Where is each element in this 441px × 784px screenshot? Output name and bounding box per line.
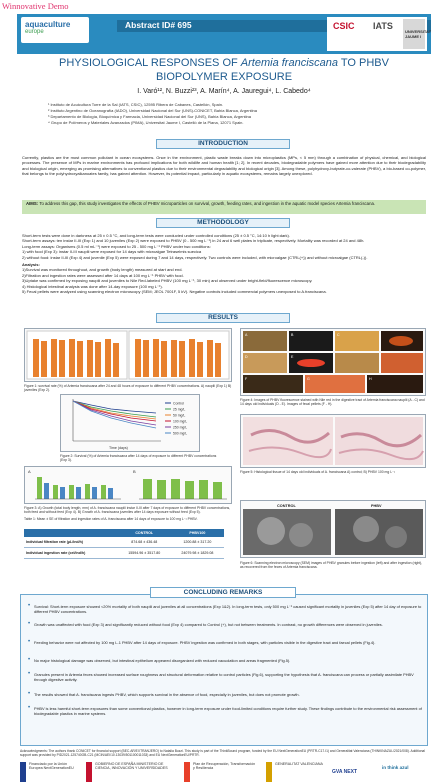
aims-label: AIMS: bbox=[26, 201, 39, 206]
method-line: 2) without food: instar II-III (Exp 4) and juvenile (Exp 5) were exposed during 7 and 14 days, respectively. Two controls were included, with microalgae (CTRL(+)) and without microalgae (CTRL(-)). bbox=[22, 254, 368, 260]
aims-text: To address this gap, this study investigates the effects of PHBV microparticles on survival, growth, feeding rates, and ingestion in the aquatic model species Artemia franciscana. bbox=[39, 201, 376, 206]
figure-2-caption: Figure 2: Survival (%) of Artemia franciscana after 14 days of exposure to different PHBV concentrations (Exp 3). bbox=[60, 454, 217, 463]
figure-1-chart bbox=[25, 329, 231, 381]
table-1-caption: Table 1: Mean ± SE of filtration and ingestion rates of A. franciscana after 14 days of exposure to 100 mg L⁻¹ PHBV. bbox=[24, 517, 198, 521]
recovery-plan-logo: Plan de Recuperación, Transformación y Resiliencia bbox=[184, 762, 256, 782]
method-line: Short-term assays: ten instar II-III (Exp 1) and 10 juveniles (Exp 2) were exposed to PHBV (0 - 500 mg L⁻¹) in 24 and 6 well plates in triplicate, respectively. Mortality was recorded at 24 and 48h. bbox=[22, 238, 365, 244]
panel-label: D bbox=[245, 355, 248, 359]
aquaculture-europe-logo bbox=[21, 17, 89, 43]
remark-item: • Granules present in Artemia feces showed increased surface roughness and structural deformation relative to control particles (Fig.6), supporting the hypothesis that A. franciscana can process or partially assimilate PHBV through digestive activity. bbox=[34, 672, 422, 682]
uji-logo-text: UNIVERSITAT JAUME I bbox=[405, 29, 432, 39]
uji-logo bbox=[403, 19, 432, 49]
think-azul-logo: in think azul bbox=[382, 765, 409, 770]
method-line: 1) with food (Exp 3): instar II-III nauplii were exposed for 14 days with microalgae Tetraselmis suecica bbox=[22, 249, 202, 255]
method-line: 2)Filtration and ingestion rates were assessed after 14 days at 100 mg L⁻¹ PHBV with food. bbox=[22, 272, 184, 278]
figure-1-caption: Figure 1: survival rate (%) of Artemia franciscana after 24 and 48 hours of exposure to different PHBV concentrations. A) nauplii (Exp 1) B) juveniles (Exp 2). bbox=[24, 384, 232, 393]
legend-entry: 50 mg/L bbox=[173, 413, 186, 418]
title-part-1: PHYSIOLOGICAL RESPONSES OF bbox=[59, 57, 241, 69]
legend-entry: 100 mg/L bbox=[173, 419, 188, 424]
panel-label: B bbox=[291, 333, 294, 337]
figure-5 bbox=[240, 414, 426, 468]
remark-item: • The results showed that A. franciscana ingests PHBV, which supports survival in the absence of food, especially in juveniles, but does not promote growth. bbox=[34, 692, 422, 697]
figure-4-caption: Figure 4: Images of PHBV fluorescence stained with Nile red in the digestive tract of Artemia franciscana nauplii (A - C) and 14 days old individuals (D - E). Images of fecal pellets (F - H). bbox=[240, 398, 425, 407]
panel-label: F bbox=[245, 377, 248, 381]
panel-label: B bbox=[133, 469, 136, 474]
figure-6-images bbox=[241, 501, 425, 557]
table-cell: 24079.98 ± 1829.08 bbox=[171, 548, 224, 559]
image-label: CONTROL bbox=[277, 504, 296, 508]
panel-label: A bbox=[245, 333, 248, 337]
eu-funding-logo: Financiado por la Unión Europea NextGenerationEU bbox=[20, 762, 74, 782]
section-concluding-remarks: CONCLUDING REMARKS bbox=[150, 587, 296, 598]
figure-3-caption: Figure 3: A) Growth (total body length, mm) of A. franciscana nauplii instar II-III after 7 days of exposure to different PHBV concentrations, both feed and without feed (Exp 4). B) Growth of A. franciscana juveniles after 14 days exposure without feed (Exp 5). bbox=[24, 506, 231, 515]
figure-2 bbox=[60, 394, 200, 452]
method-line: Long-term assays: Organisms (0.5 ml mL⁻¹) were exposed to 25 - 500 mg L⁻¹ PHBV under two conditions: bbox=[22, 243, 211, 249]
table-cell: 1200.88 ± 317.20 bbox=[171, 537, 224, 548]
figure-2-xlabel: Time (days) bbox=[109, 446, 128, 450]
method-line: 5) Fecal pellets were analyzed using scanning electron microscopy (SEM; JEOL 7001F, 5 kV). Negative controls included commercial polymers unexposed to A.franciscana. bbox=[22, 289, 327, 295]
concluding-remarks-box bbox=[20, 594, 428, 746]
method-line: 1)Survival was monitored throughout, and growth (body length) measured at start and end. bbox=[22, 267, 183, 273]
poster-title bbox=[22, 56, 426, 84]
aims-box bbox=[22, 200, 426, 214]
remark-item: • Feeding behavior were not affected by 100 mg L-1 PHBV after 14 days of exposure. PHBV ingestion was confirmed in both stages, with particles visible in the digestive tract and faecal pellets (Fig.4). bbox=[34, 640, 422, 645]
figure-5-caption: Figure 5: Histological tissue of 14 days old individuals of A. franciscana A) control; B) PHBV 100 mg L⁻¹ bbox=[240, 470, 396, 474]
introduction-text: Currently, plastics are the most common pollutant in ocean ecosystems. Once in the environment, plastic waste breaks down into microplastics (MPs, < 5 mm) through a combination of physical, chemical, and biological processes. The presence of MPs in marine environments has profound implications for both wildlife and human health [1; 2]. In recent decades, biodegradable polymers have gained more attention due to their biodegradability and biological origin, emerging as promising alternatives to conventional plastics due to their environmental degradability and biological origin [3]. Among these, polyhydroxy-butyrate-co-valerate (PHBV), a bio-based co-polymer, that belongs to the polyhydroxyalkanoates family, has gained attention. However, its potential impact, particularly in aquatic ecosystems, remains largely unexplored. bbox=[22, 155, 426, 177]
method-line: Analysis: bbox=[22, 262, 40, 268]
table-cell: 874.68 ± 436.48 bbox=[118, 537, 171, 548]
image-label: PHBV bbox=[371, 504, 382, 508]
panel-label: C bbox=[337, 333, 340, 337]
iats-logo: IATS bbox=[373, 21, 393, 31]
figure-4-images bbox=[241, 329, 425, 395]
figure-6 bbox=[240, 500, 426, 558]
spain-government-logo: GOBIERNO DE ESPAÑA MINISTERIO DE CIENCIA, INNOVACIÓN Y UNIVERSIDADES bbox=[86, 762, 172, 782]
institution-logos bbox=[327, 17, 432, 51]
section-introduction: INTRODUCTION bbox=[156, 139, 290, 149]
affiliation: ⁴ Grupo de Polímeros y Materiales Avanzados (PIMA), Universitat Jaume I, Castelló de la Plana, 12071 Spain. bbox=[48, 120, 244, 125]
gva-next-logo: GVA NEXT bbox=[332, 769, 358, 775]
table-header: PHBV100 bbox=[171, 529, 224, 537]
figure-5-images bbox=[241, 415, 425, 467]
table-header: CONTROL bbox=[118, 529, 171, 537]
remark-item: • Survival: Short-term exposure showed <20% mortality of both nauplii and juveniles at all concentrations (Exp 1&2). In long-term tests, only 500 mg L⁻¹ caused significant mortality in juveniles (Exp 5) after 14 day of exposure to different PHBV concentrations. bbox=[34, 604, 422, 614]
method-line: 4) Histological intestinal analysis was done after 14-day exposure (100 mg L⁻¹). bbox=[22, 283, 163, 289]
legend-entry: 500 mg/L bbox=[173, 431, 188, 436]
logo-text-line2: europe bbox=[25, 29, 44, 35]
figure-6-caption: Figure 6: Scanning electron microscopy (SEM) images of PHBV granules before ingestion (left) and after ingestion (right), as recovered from the feces of Artemia franciscana. bbox=[240, 561, 423, 570]
figure-3-chart bbox=[25, 467, 231, 503]
figure-1 bbox=[24, 328, 232, 382]
panel-label: H bbox=[369, 377, 372, 381]
remark-item: • No major histological damage was observed, but intestinal epithelium appeared disorganized with reduced vacuolation and areas fragmented (Fig.5). bbox=[34, 658, 422, 663]
table-row bbox=[24, 548, 224, 559]
figure-4 bbox=[240, 328, 426, 396]
method-line: 3)Uptake was confirmed by exposing nauplii and juveniles to Nile Red-labeled PHBV (100 mg L⁻¹, 30 min) and observed under bright-field/fluorescence microscopy. bbox=[22, 278, 313, 284]
panel-label: G bbox=[307, 377, 310, 381]
title-species: Artemia franciscana bbox=[240, 57, 339, 69]
figure-2-chart bbox=[61, 395, 199, 451]
figure-3 bbox=[24, 466, 232, 504]
logo-text-line1: aquaculture bbox=[25, 20, 71, 29]
table-cell: Individual filtration rate (µL/ind/h) bbox=[24, 537, 118, 548]
affiliation: ² Instituto Argentino de Oceanografía (IADO), Universidad Nacional del Sur (UNS)-CONICET, Bahía Blanca, Argentina bbox=[48, 108, 257, 113]
panel-label: E bbox=[291, 355, 294, 359]
watermark: Winnovative Demo bbox=[2, 1, 69, 11]
csic-logo: CSIC bbox=[333, 21, 355, 31]
abstract-id: Abstract ID# 695 bbox=[125, 20, 192, 30]
funding-logos bbox=[20, 762, 428, 782]
affiliation: ¹ Instituto de Acuicultura Torre de la Sal (IATS, CSIC), 12595 Ribera de Cabanes, Castellón, Spain. bbox=[48, 102, 224, 107]
method-line: Short-term tests were done in darkness at 25 ± 0.5 °C, and long-term tests were conducted under controlled conditions (25 ± 0.5 °C, 14:10 h light:dark). bbox=[22, 233, 290, 238]
remark-item: • Growth was unaffected with food (Exp 3) and significantly reduced without food (Exp 4) compared to Control (+), but not between treatments. In contrast, no growth differences were observed in juveniles. bbox=[34, 622, 422, 627]
panel-label: A bbox=[28, 469, 31, 474]
table-cell: Individual ingestion rate (cel/ind/h) bbox=[24, 548, 118, 559]
poster-header bbox=[17, 14, 431, 54]
section-methodology: METHODOLOGY bbox=[156, 218, 290, 228]
affiliations bbox=[48, 102, 418, 126]
methodology-text bbox=[22, 233, 426, 294]
acknowledgements: Acknowledgments: The authors thank CONICET for financial support (BEC.AR/EXTRANJERO) to Natalia Buzzi. This study is part of the ThinkBound program, funded by the EU NextGenerationEU (PRTR-C17.I1) and Generalitat Valenciana (THINKINAZUL/2021/008). Additional support was provided by PID2021-125740OB-C21 (MCIN/AEI/10.13039/501100011033) and EU NextGenerationEU/PRTR. bbox=[20, 749, 425, 758]
authors: I. Varó¹², N. Buzzi²³, A. Marín⁴, A. Jauregui⁴, L. Cabedo⁴ bbox=[137, 88, 311, 95]
legend-entry: 25 mg/L bbox=[173, 407, 186, 412]
legend-entry: 250 mg/L bbox=[173, 425, 188, 430]
table-header bbox=[24, 529, 118, 537]
table-row bbox=[24, 537, 224, 548]
table-1 bbox=[24, 529, 224, 559]
table-cell: 15594.96 ± 3517.80 bbox=[118, 548, 171, 559]
legend-entry: Control bbox=[173, 401, 184, 406]
section-results: RESULTS bbox=[156, 313, 290, 323]
generalitat-valenciana-logo: GENERALITAT VALENCIANA bbox=[266, 762, 324, 782]
remark-item: • PHBV is less harmful short-term exposures than some conventional plastics, however in long-term exposure under food-limited conditions require further study. These findings contribute to the environmental risk assessment of biodegradable plastics in marine systems. bbox=[34, 706, 422, 716]
title-part-2: TO PHBV BIOPOLYMER EXPOSURE bbox=[155, 57, 389, 83]
affiliation: ³ Departamento de Biología, Bioquímica y Farmacia, Universidad Nacional del Sur (UNS), Bahía Blanca, Argentina bbox=[48, 114, 251, 119]
